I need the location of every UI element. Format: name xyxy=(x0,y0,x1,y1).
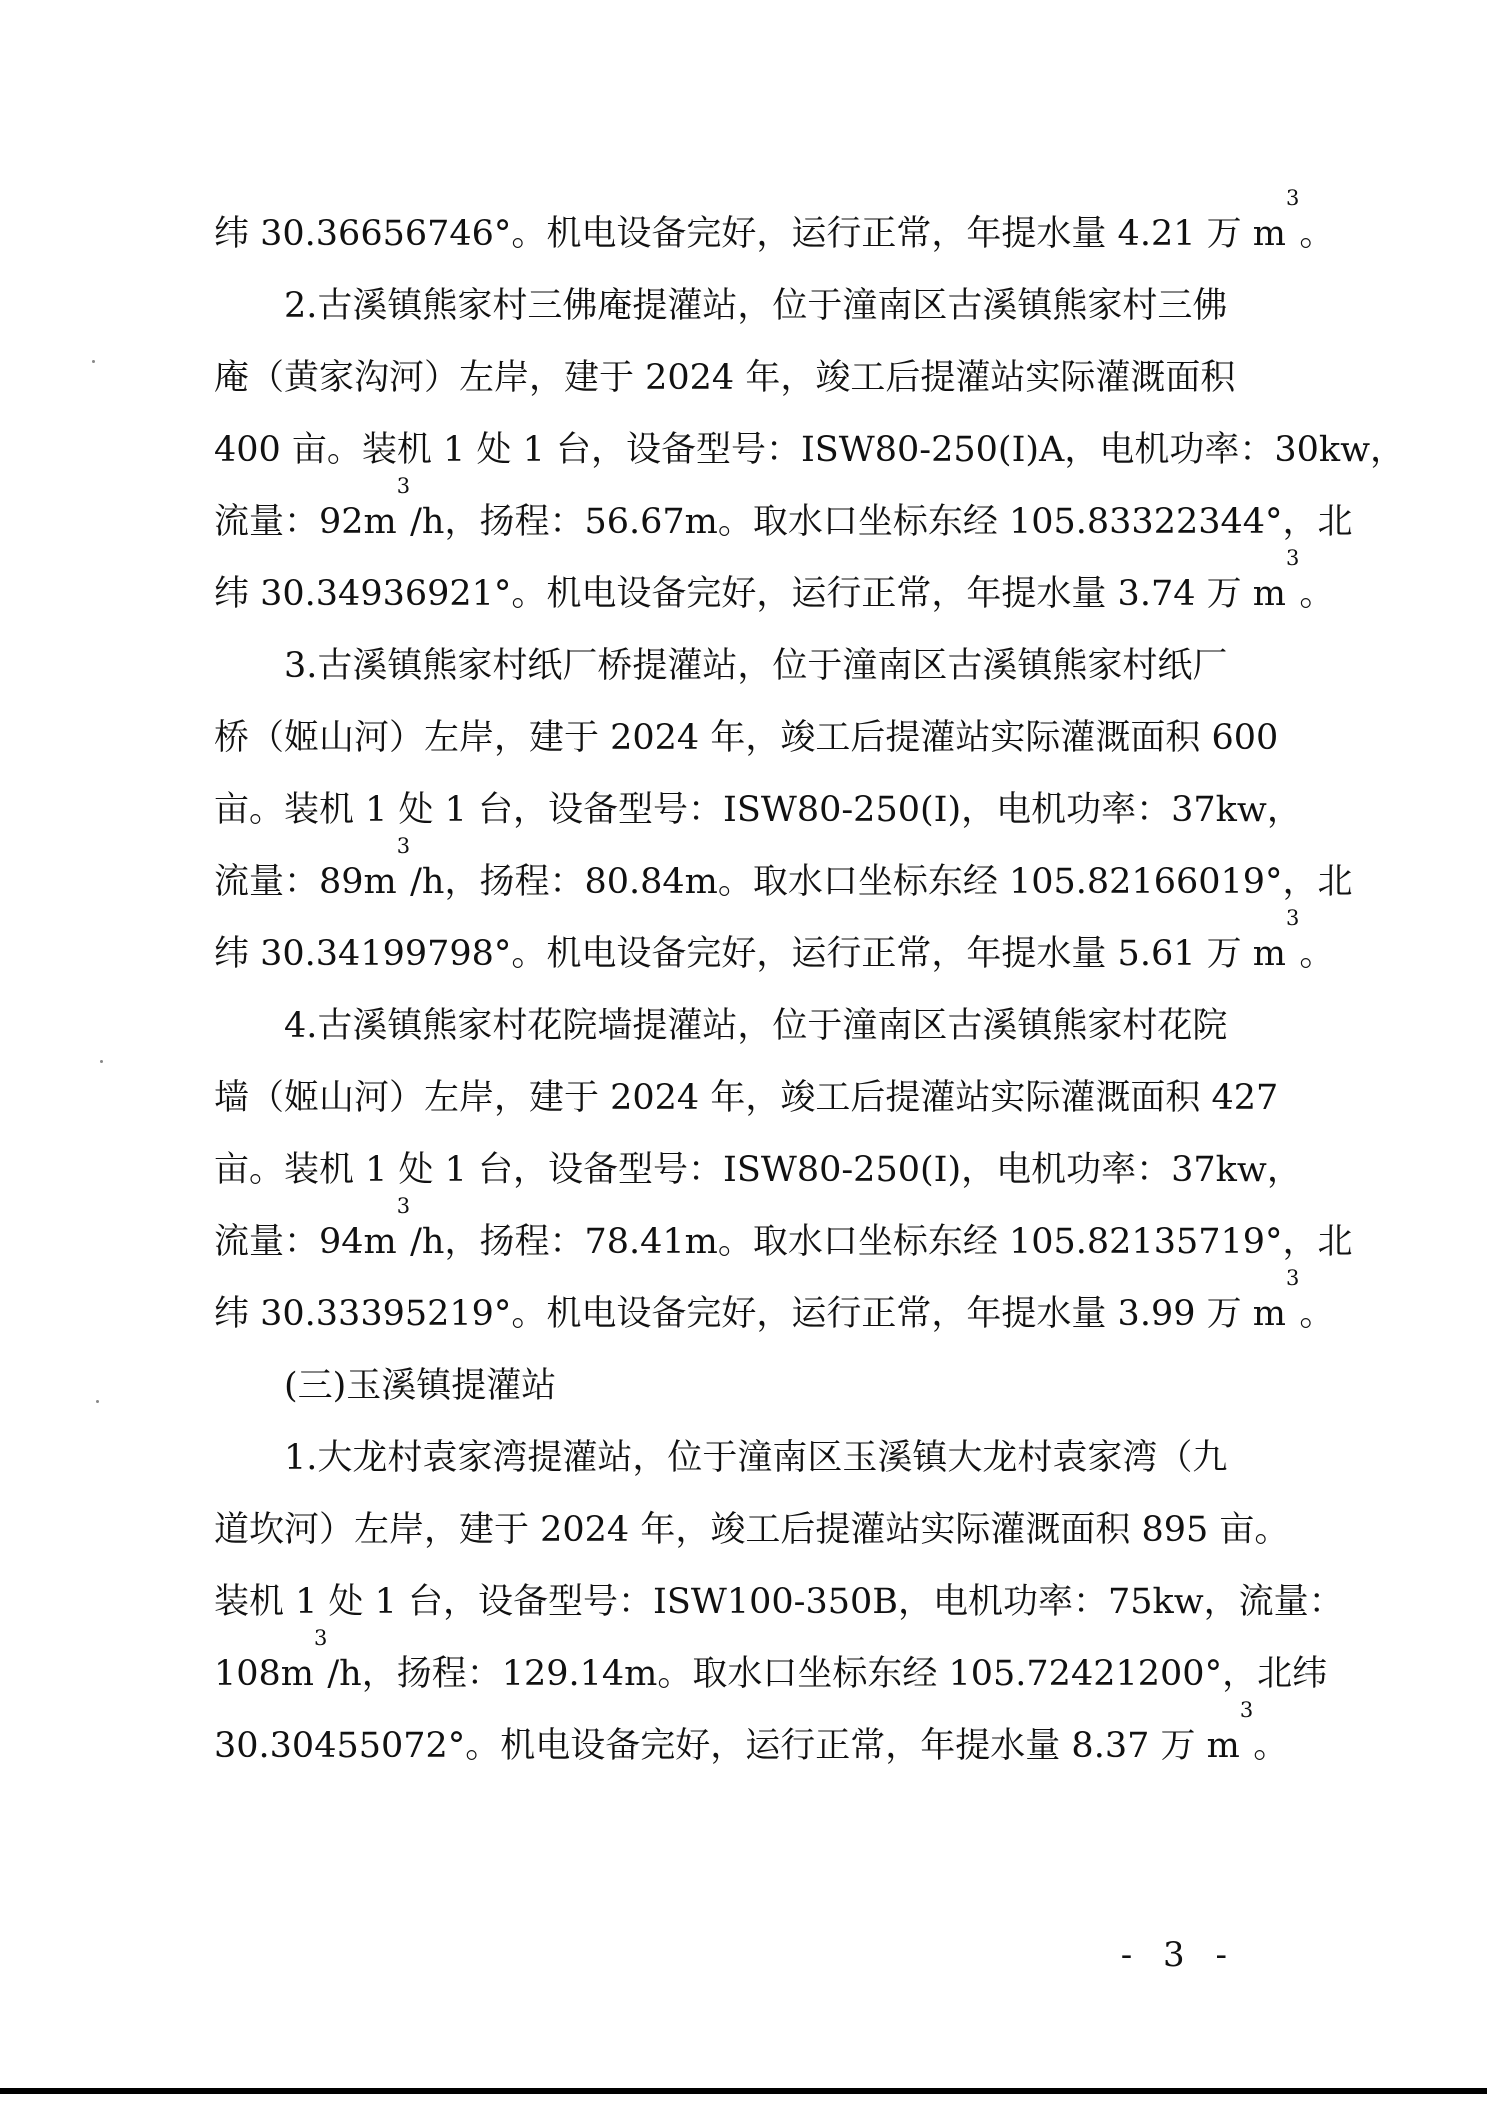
text-line: 桥（姬山河）左岸，建于 2024 年，竣工后提灌站实际灌溉面积 600 xyxy=(214,718,1279,758)
text-line: 亩。装机 1 处 1 台，设备型号：ISW80-250(I)，电机功率：37kw， xyxy=(214,790,1302,830)
bottom-rule xyxy=(0,2088,1487,2094)
text-line: 装机 1 处 1 台，设备型号：ISW100-350B，电机功率：75kw，流量： xyxy=(214,1582,1344,1622)
text-line: 3.古溪镇熊家村纸厂桥提灌站，位于潼南区古溪镇熊家村纸厂 xyxy=(284,646,1228,686)
text-line: 流量：89m 3 /h，扬程：80.84m。取水口坐标东经 105.82166019°，北 xyxy=(214,834,1353,902)
scan-speck xyxy=(96,1400,99,1403)
scan-speck xyxy=(100,1060,103,1063)
text-line: 400 亩。装机 1 处 1 台，设备型号：ISW80-250(I)A，电机功率：30kw， xyxy=(214,430,1406,470)
text-line: 4.古溪镇熊家村花院墙提灌站，位于潼南区古溪镇熊家村花院 xyxy=(284,1006,1228,1046)
page-number: - 3 - xyxy=(1120,1935,1237,1975)
text-line: 纬 30.36656746°。机电设备完好，运行正常，年提水量 4.21 万 m 3 。 xyxy=(214,186,1335,254)
body-text xyxy=(214,186,1406,1782)
text-line: 纬 30.34936921°。机电设备完好，运行正常，年提水量 3.74 万 m 3 。 xyxy=(214,546,1335,614)
text-line: 1.大龙村袁家湾提灌站，位于潼南区玉溪镇大龙村袁家湾（九 xyxy=(284,1438,1228,1478)
text-line: 纬 30.34199798°。机电设备完好，运行正常，年提水量 5.61 万 m 3 。 xyxy=(214,906,1335,974)
text-line: 108m 3 /h，扬程：129.14m。取水口坐标东经 105.72421200°，北纬 xyxy=(214,1626,1328,1694)
text-line: 2.古溪镇熊家村三佛庵提灌站，位于潼南区古溪镇熊家村三佛 xyxy=(284,286,1228,326)
text-line: 30.30455072°。机电设备完好，运行正常，年提水量 8.37 万 m 3 。 xyxy=(214,1698,1289,1766)
text-line: 庵（黄家沟河）左岸，建于 2024 年，竣工后提灌站实际灌溉面积 xyxy=(214,358,1236,398)
text-line: 道坎河）左岸，建于 2024 年，竣工后提灌站实际灌溉面积 895 亩。 xyxy=(214,1510,1290,1550)
text-line: 流量：92m 3 /h，扬程：56.67m。取水口坐标东经 105.83322344°，北 xyxy=(214,474,1353,542)
scan-speck xyxy=(92,360,95,363)
text-line: 墙（姬山河）左岸，建于 2024 年，竣工后提灌站实际灌溉面积 427 xyxy=(214,1078,1279,1118)
text-line: 亩。装机 1 处 1 台，设备型号：ISW80-250(I)，电机功率：37kw， xyxy=(214,1150,1302,1190)
text-line: 流量：94m 3 /h，扬程：78.41m。取水口坐标东经 105.82135719°，北 xyxy=(214,1194,1353,1262)
text-line: (三)玉溪镇提灌站 xyxy=(284,1366,557,1406)
text-line: 纬 30.33395219°。机电设备完好，运行正常，年提水量 3.99 万 m 3 。 xyxy=(214,1266,1335,1334)
